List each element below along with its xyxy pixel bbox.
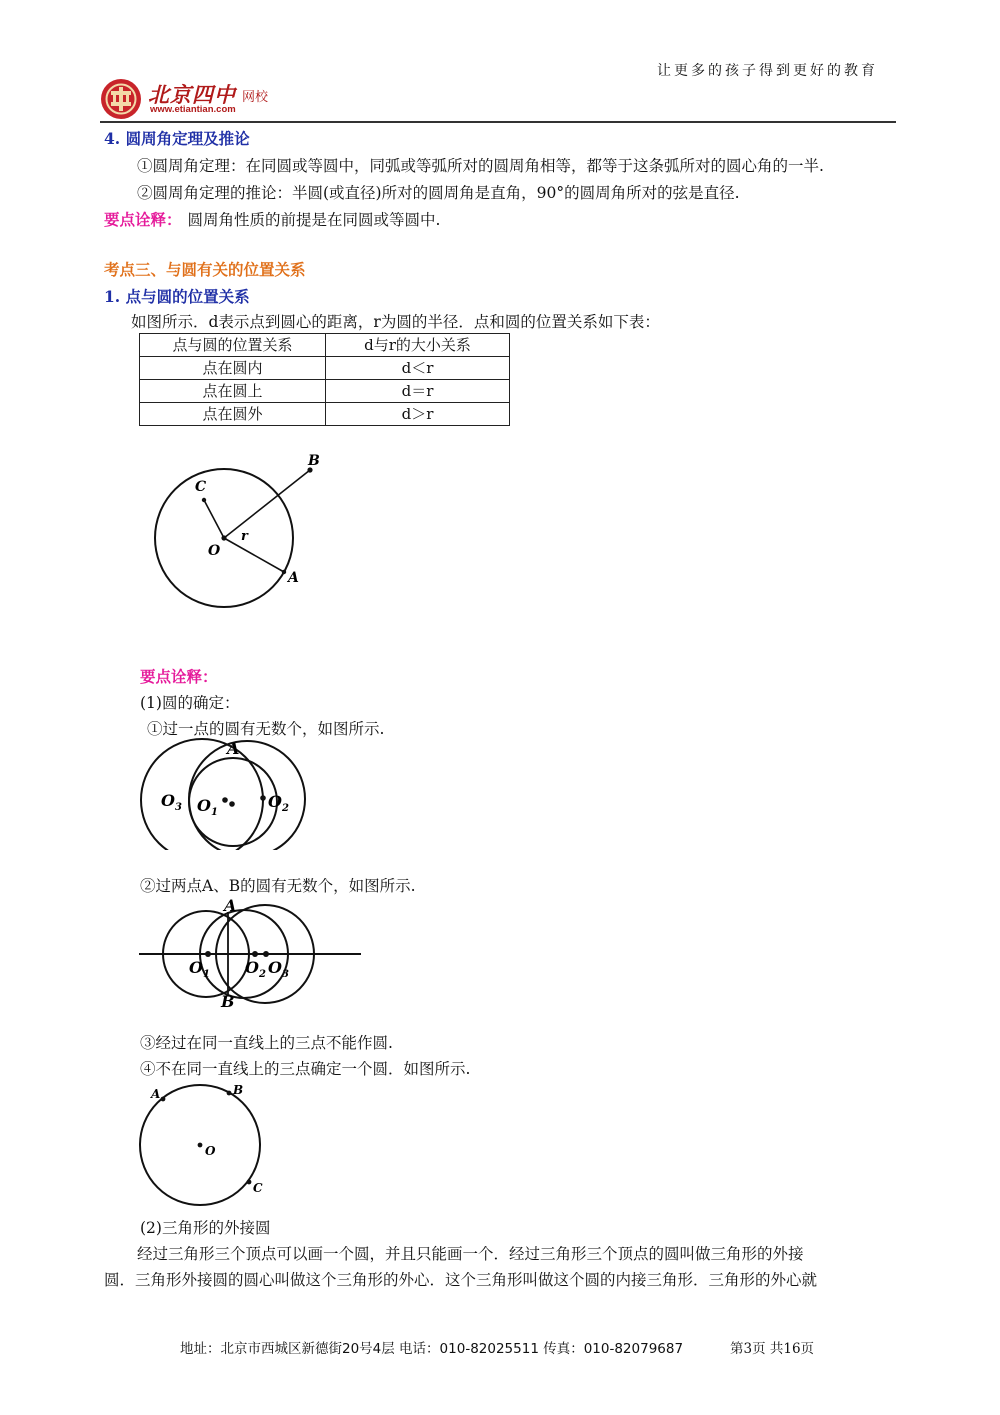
- point-a: [282, 570, 286, 574]
- table-row: [140, 380, 510, 403]
- table-header: d与r的大小关系: [326, 334, 510, 357]
- header-divider: [100, 121, 896, 123]
- figure-three-points-circle: [135, 1080, 270, 1210]
- point-o1: [229, 801, 235, 807]
- notes-para-line2: 圆．三角形外接圆的圆心叫做这个三角形的外心．这个三角形叫做这个圆的内接三角形．三角形的外心就: [104, 1271, 818, 1289]
- section4-note: [104, 208, 440, 232]
- logo-title: 北京四中: [148, 82, 236, 107]
- segment-oa: [224, 538, 284, 572]
- table-row: [140, 357, 510, 380]
- footer-page: 第3页 共16页: [730, 1341, 815, 1357]
- label-r: r: [241, 529, 248, 544]
- table-cell: 点在圆内: [140, 357, 326, 380]
- segment-ob: [224, 470, 310, 538]
- point-a: [161, 1097, 166, 1102]
- label-o: O: [208, 543, 221, 559]
- table-header-row: [140, 334, 510, 357]
- label-o3: $O_3$: [161, 791, 182, 813]
- note-label: 要点诠释：: [104, 210, 182, 229]
- point-o: [198, 1143, 203, 1148]
- notes-i2: ②过两点A、B的圆有无数个，如图所示.: [140, 877, 416, 895]
- label-b: B: [308, 453, 320, 469]
- label-o: O: [205, 1144, 216, 1158]
- point-o: [221, 535, 226, 540]
- table-cell: d＜r: [326, 357, 510, 380]
- label-a: A: [288, 570, 299, 586]
- notes-i1: ①过一点的圆有无数个，如图所示.: [147, 720, 385, 738]
- notes-para-line1: 经过三角形三个顶点可以画一个圆，并且只能画一个．经过三角形三个顶点的圆叫做三角形的外接: [137, 1245, 804, 1263]
- table-cell: d＞r: [326, 403, 510, 426]
- label-a: A: [227, 739, 240, 758]
- label-o3: $O_3$: [268, 958, 289, 980]
- section4-heading: 4. 圆周角定理及推论: [104, 129, 250, 148]
- table-cell: 点在圆上: [140, 380, 326, 403]
- label-o1: $O_1$: [189, 958, 210, 980]
- label-a: A: [224, 896, 237, 915]
- label-c: C: [195, 479, 207, 495]
- header-slogan: 让更多的孩子得到更好的教育: [657, 63, 878, 79]
- label-o2: $O_2$: [245, 958, 266, 980]
- point-o3: [222, 797, 228, 803]
- kaodian3-sub1: 1. 点与圆的位置关系: [104, 287, 250, 306]
- notes-p1: (1)圆的确定：: [140, 694, 240, 712]
- kaodian3-title: 考点三、与圆有关的位置关系: [104, 260, 306, 279]
- logo-url: www.etiantian.com: [150, 104, 236, 115]
- notes-label: 要点诠释：: [140, 667, 218, 686]
- table-header: 点与圆的位置关系: [140, 334, 326, 357]
- point-o2: [260, 795, 266, 801]
- section4-item2: ②圆周角定理的推论：半圆(或直径)所对的圆周角是直角，90°的圆周角所对的弦是直径.: [137, 184, 740, 202]
- point-c: [247, 1180, 252, 1185]
- table-cell: d＝r: [326, 380, 510, 403]
- figure-point-circle: [140, 445, 340, 615]
- kaodian3-intro: 如图所示．d表示点到圆心的距离，r为圆的半径．点和圆的位置关系如下表：: [131, 313, 660, 331]
- table-cell: 点在圆外: [140, 403, 326, 426]
- label-o2: $O_2$: [268, 792, 289, 814]
- notes-p2: (2)三角形的外接圆: [140, 1219, 271, 1237]
- segment-oc: [204, 500, 224, 538]
- footer-address: 地址：北京市西城区新德街20号4层 电话：010-82025511 传真：010-82079687: [180, 1341, 684, 1357]
- point-o3: [263, 951, 269, 957]
- note-text: 圆周角性质的前提是在同圆或等圆中.: [187, 211, 441, 229]
- label-o1: $O_1$: [197, 796, 218, 818]
- label-c: C: [253, 1181, 263, 1195]
- figure-circles-two-points: [135, 895, 365, 1010]
- figure-circles-one-point: [135, 738, 315, 850]
- point-c: [202, 498, 206, 502]
- label-b: B: [221, 992, 235, 1010]
- notes-i4: ④不在同一直线上的三点确定一个圆．如图所示.: [140, 1060, 471, 1078]
- point-b: [227, 1091, 232, 1096]
- school-logo-icon: [100, 78, 142, 120]
- point-o1: [205, 951, 211, 957]
- position-relation-table: [139, 333, 510, 426]
- notes-i3: ③经过在同一直线上的三点不能作圆.: [140, 1034, 393, 1052]
- table-row: [140, 403, 510, 426]
- label-a: A: [151, 1087, 161, 1101]
- section4-item1: ①圆周角定理：在同圆或等圆中，同弧或等弧所对的圆周角相等，都等于这条弧所对的圆心角的一半.: [137, 157, 824, 175]
- point-o2: [252, 951, 258, 957]
- logo-net: 网校: [242, 90, 269, 105]
- label-b: B: [233, 1083, 244, 1097]
